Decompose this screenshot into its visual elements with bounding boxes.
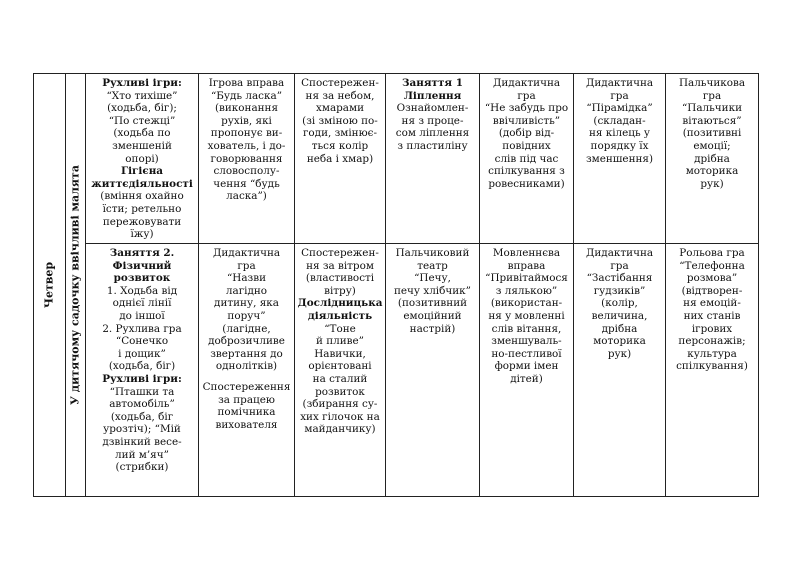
cell-text-line: “Не забудь про [484, 102, 569, 115]
cell-text-line: “По стежці” [108, 114, 176, 127]
cell-text-line: лий м’яч” [115, 448, 169, 461]
cell-text-line: печу хлібчик” [393, 284, 471, 297]
cell-text-line: Дидактична [212, 247, 281, 259]
cell-heading: Дослідницька [297, 297, 383, 310]
cell-text-line: (ходьба, біг); [107, 102, 177, 115]
cell-text-line: Пальчикова [678, 77, 746, 89]
cell-text-line: “Пальчики [681, 102, 743, 115]
setting-label: У дитячому садочку ввічливі малята [68, 165, 82, 405]
cell-text-line: слів під час [494, 152, 559, 165]
cell-text-line: звертання до [210, 347, 283, 360]
cell-text-line: ться колір [311, 139, 369, 152]
cell-text-line: дитину, яка [214, 297, 279, 310]
cell-text-line: урозтіч); “Мій [103, 423, 181, 436]
cell-text-line: опорі) [125, 152, 159, 165]
activity-cell [386, 244, 480, 497]
cell-text-line: величина, [591, 309, 648, 322]
cell-text-line: рук) [700, 177, 724, 190]
cell-heading: Заняття 2. [109, 247, 175, 259]
cell-text-line: “Застібання [586, 272, 653, 285]
cell-text-line: (лагідне, [222, 322, 271, 335]
cell-text-line: (позитивні [682, 127, 742, 140]
cell-text-line: (зі зміною по- [302, 114, 378, 127]
activity-cell [295, 244, 386, 497]
cell-text-line: Спостереження [202, 380, 291, 393]
cell-text-line: й пливе” [316, 335, 364, 348]
cell-text-line: (ходьба, біг) [108, 360, 176, 373]
activity-cell [480, 244, 574, 497]
cell-text-line: орієнтовані [308, 360, 372, 373]
setting-cell [66, 74, 86, 497]
activity-cell [386, 74, 480, 244]
cell-text-line: з лялькою” [495, 284, 558, 297]
cell-text-line: емоції; [693, 139, 731, 152]
cell-text-line: 2. Рухлива гра [102, 322, 182, 335]
cell-text-line: дзвінкий весе- [102, 435, 182, 448]
activity-cell [86, 244, 199, 497]
cell-text-line: (складан- [593, 114, 646, 127]
cell-text-line: повідних [502, 139, 551, 152]
cell-text-line: Ознайомлен- [396, 102, 469, 115]
cell-text-line: (ходьба по [113, 127, 171, 140]
cell-text-line: Дидактична [585, 77, 654, 89]
cell-text-line: (використан- [490, 297, 563, 310]
cell-text-line: Мовленнєва [492, 247, 561, 259]
cell-text-line: ня у мовленні [488, 309, 565, 322]
cell-text-line: ввічливість” [492, 114, 561, 127]
cell-heading: Ліплення [403, 89, 462, 102]
cell-text-line: їжу) [130, 228, 154, 241]
cell-text-line: розвиток [315, 385, 365, 398]
cell-text-line: розмова” [686, 272, 738, 285]
cell-heading: життєдіяльності [91, 177, 193, 190]
cell-text-line: гра [237, 259, 256, 272]
cell-text-line: ровесниками) [488, 177, 565, 190]
cell-text-line: “Привітаймося [485, 272, 568, 285]
cell-text-line: словосполу- [213, 165, 280, 178]
cell-text-line: вітаються” [682, 114, 742, 127]
activity-cell [199, 244, 295, 497]
cell-text-line: їсти; ретельно [102, 202, 182, 215]
activity-cell [666, 244, 759, 497]
cell-text-line: (відтворен- [681, 284, 743, 297]
cell-text-line: слів вітання, [491, 322, 562, 335]
cell-heading: Фізичний [112, 259, 172, 272]
cell-heading: Заняття 1 [402, 77, 463, 89]
cell-text-line: (ходьба, біг [110, 410, 174, 423]
cell-heading: Рухливі ігри: [102, 372, 182, 385]
cell-text-line: хователь, і до- [207, 139, 286, 152]
weekly-plan-table [33, 73, 759, 497]
cell-text-line: хмарами [316, 102, 364, 115]
cell-text-line: на сталий [312, 372, 368, 385]
cell-text-line: “Печу, [414, 272, 451, 285]
cell-text-line: Пальчиковий [395, 247, 470, 259]
cell-text-line: дрібна [694, 152, 730, 165]
cell-text-line: ня емоцій- [683, 297, 741, 310]
cell-text-line: до іншої [119, 309, 165, 322]
cell-text-line: Спостережен- [301, 247, 379, 259]
cell-text-line: вправа [507, 259, 546, 272]
cell-text-line: но-пестливої [491, 347, 562, 360]
cell-text-line: настрій) [409, 322, 456, 335]
cell-text-line: дітей) [510, 372, 543, 385]
cell-text-line: ня за небом, [305, 89, 375, 102]
cell-text-line: чення “будь [213, 177, 280, 190]
cell-text-line: форми імен [494, 360, 559, 373]
cell-text-line: моторика [685, 165, 739, 178]
cell-text-line: рук) [607, 347, 632, 360]
cell-text-line: однолітків) [215, 360, 278, 373]
cell-text-line: за працею [218, 393, 275, 406]
cell-text-line: Рольова гра [679, 247, 745, 259]
cell-text-line: “Пташки та [109, 385, 175, 398]
cell-text-line: ня за вітром [306, 259, 374, 272]
cell-text-line: Дидактична [585, 247, 654, 259]
cell-text-line: (властивості [305, 272, 375, 285]
cell-text-line: гра [517, 89, 536, 102]
cell-text-line: гудзиків” [593, 284, 646, 297]
table-row [34, 74, 759, 244]
cell-text-line: говорювання [210, 152, 283, 165]
cell-text-line: ігрових [691, 322, 733, 335]
cell-text-line: годи, змінює- [302, 127, 377, 140]
cell-text-line: Дидактична [492, 77, 561, 89]
cell-heading: Гігієна [120, 165, 164, 178]
cell-text-line: них станів [683, 309, 741, 322]
cell-text-line: однієї лінії [112, 297, 172, 310]
cell-text-line: ня кілець у [588, 127, 651, 140]
cell-text-line: і дощик” [118, 347, 166, 360]
cell-text-line: спілкування) [676, 360, 748, 373]
cell-text-line: вітру) [324, 284, 356, 297]
activity-cell [666, 74, 759, 244]
cell-text-line: Спостережен- [301, 77, 379, 89]
cell-text-line: порядку їх [590, 139, 649, 152]
cell-text-line: ласка”) [226, 190, 267, 203]
cell-text-line: “Тоне [324, 322, 356, 335]
cell-text-line: автомобіль” [109, 398, 175, 411]
cell-text-line: “Телефонна [679, 259, 745, 272]
cell-text-line: культура [687, 347, 737, 360]
cell-text-line: (колір, [601, 297, 638, 310]
cell-text-line: (збирання су- [302, 398, 378, 411]
activity-cell [86, 74, 199, 244]
cell-text-line: поруч” [227, 309, 266, 322]
cell-text-line: гра [610, 89, 629, 102]
cell-text-line: Навички, [314, 347, 366, 360]
cell-text-line: “Сонечко [115, 335, 169, 348]
cell-text-line: зменшуваль- [491, 335, 562, 348]
cell-text-line: “Будь ласка” [210, 89, 283, 102]
cell-text-line: персонажів; [678, 335, 746, 348]
cell-heading: діяльність [307, 309, 373, 322]
cell-text-line: з пластиліну [397, 139, 468, 152]
day-label: Четвер [42, 261, 56, 309]
cell-text-line: (стрибки) [115, 461, 169, 474]
cell-text-line: помічника [217, 406, 276, 419]
activity-cell [574, 244, 666, 497]
activity-cell [574, 74, 666, 244]
cell-text-line: пропонує ви- [210, 127, 283, 140]
cell-text-line: (позитивний [397, 297, 468, 310]
cell-text-line: 1. Ходьба від [106, 284, 178, 297]
cell-text-line: рухів, які [221, 114, 272, 127]
cell-text-line: зменшення) [585, 152, 654, 165]
cell-text-line: доброзичливе [208, 335, 285, 348]
activity-cell [480, 74, 574, 244]
cell-text-line: сом ліплення [395, 127, 470, 140]
cell-text-line: лагідно [225, 284, 268, 297]
activity-cell [199, 74, 295, 244]
cell-text-line: майданчику) [304, 423, 376, 436]
cell-text-line: театр [417, 259, 448, 272]
cell-text-line: пережовувати [102, 215, 182, 228]
cell-text-line: зменшеній [112, 139, 172, 152]
cell-text-line: “Пірамідка” [586, 102, 653, 115]
cell-text-line: гра [610, 259, 629, 272]
table-row [34, 244, 759, 497]
cell-text-line: (добір від- [498, 127, 555, 140]
activity-cell [295, 74, 386, 244]
cell-text-line: Ігрова вправа [208, 77, 285, 89]
cell-text-line: вихователя [215, 418, 278, 431]
cell-text-line: “Хто тихіше” [106, 89, 178, 102]
cell-text-line: (виконання [214, 102, 279, 115]
cell-text-line: моторика [593, 335, 646, 348]
cell-heading: розвиток [113, 272, 171, 285]
cell-text-line: дрібна [601, 322, 638, 335]
day-cell [34, 74, 66, 497]
cell-text-line: “Назви [226, 272, 266, 285]
cell-text-line: гра [702, 89, 722, 102]
cell-spacer [201, 373, 292, 381]
cell-heading: Рухливі ігри: [102, 77, 182, 89]
cell-text-line: хих гілочок на [300, 410, 380, 423]
cell-text-line: ня з проце- [401, 114, 464, 127]
cell-text-line: емоційний [403, 309, 462, 322]
cell-text-line: (вміння охайно [100, 190, 184, 203]
cell-text-line: спілкування з [488, 165, 565, 178]
cell-text-line: неба і хмар) [306, 152, 374, 165]
